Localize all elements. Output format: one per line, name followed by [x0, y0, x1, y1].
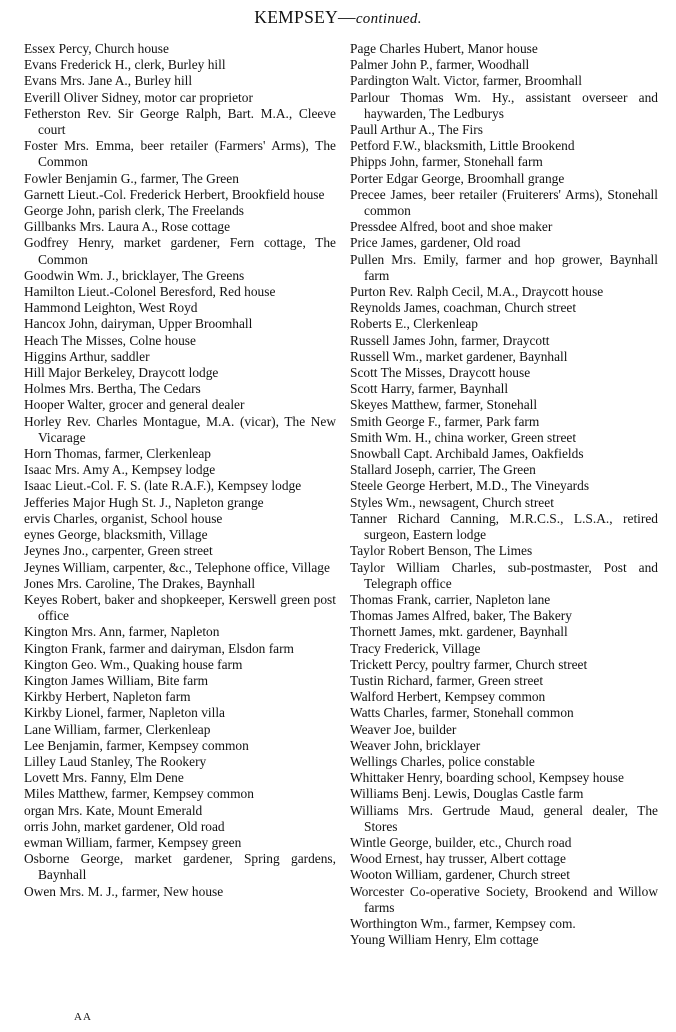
directory-entry: Jones Mrs. Caroline, The Drakes, Baynhall — [24, 575, 256, 591]
directory-entry: Jeynes William, carpenter, &c., Telephone office, Village — [24, 559, 330, 575]
directory-entry: ewman William, farmer, Kempsey green — [24, 834, 242, 850]
directory-entry: Scott The Misses, Draycott house — [350, 365, 531, 381]
directory-entry: Skeyes Matthew, farmer, Stonehall — [350, 397, 538, 413]
directory-entry: Kington Frank, farmer and dairyman, Elsdon farm — [24, 640, 294, 656]
directory-entry: Williams Mrs. Gertrude Maud, general dealer, The Stores — [350, 802, 658, 834]
directory-entry: Steele George Herbert, M.D., The Vineyards — [350, 478, 590, 494]
directory-entry: Kirkby Lionel, farmer, Napleton villa — [24, 705, 226, 721]
directory-entry: Scott Harry, farmer, Baynhall — [350, 381, 509, 397]
directory-entry: Weaver John, bricklayer — [350, 737, 481, 753]
directory-entry: Wellings Charles, police constable — [350, 753, 535, 769]
directory-entry: Whittaker Henry, boarding school, Kempsey house — [350, 770, 624, 786]
directory-entry: Palmer John P., farmer, Woodhall — [350, 57, 530, 73]
directory-entry: Heach The Misses, Colne house — [24, 332, 196, 348]
directory-entry: Styles Wm., newsagent, Church street — [350, 494, 554, 510]
directory-entry: Taylor Robert Benson, The Limes — [350, 543, 533, 559]
directory-entry: Walford Herbert, Kempsey common — [350, 689, 546, 705]
directory-entry: Hamilton Lieut.-Colonel Beresford, Red house — [24, 284, 276, 300]
directory-entry: Kirkby Herbert, Napleton farm — [24, 689, 191, 705]
directory-entry: Smith George F., farmer, Park farm — [350, 413, 540, 429]
directory-entry: Trickett Percy, poultry farmer, Church street — [350, 656, 588, 672]
directory-entry: Holmes Mrs. Bertha, The Cedars — [24, 381, 201, 397]
directory-entry: Hancox John, dairyman, Upper Broomhall — [24, 316, 253, 332]
directory-entry: Godfrey Henry, market gardener, Fern cottage, The Common — [24, 235, 336, 267]
right-column — [350, 41, 658, 948]
directory-entry: eynes George, blacksmith, Village — [24, 527, 208, 543]
directory-entry: Higgins Arthur, saddler — [24, 348, 150, 364]
directory-entry: Essex Percy, Church house — [24, 41, 169, 56]
directory-entry: Lane William, farmer, Clerkenleap — [24, 721, 211, 737]
directory-entry: Thomas Frank, carrier, Napleton lane — [350, 591, 551, 607]
directory-entry: Worcester Co-operative Society, Brookend and Willow farms — [350, 883, 658, 915]
directory-entry: Isaac Lieut.-Col. F. S. (late R.A.F.), Kempsey lodge — [24, 478, 302, 494]
directory-entry: Fetherston Rev. Sir George Ralph, Bart. M.A., Cleeve court — [24, 105, 336, 138]
directory-entry: Lee Benjamin, farmer, Kempsey common — [24, 737, 249, 753]
left-column — [24, 41, 336, 900]
title-continued: continued. — [355, 11, 422, 27]
directory-entry: Thomas James Alfred, baker, The Bakery — [350, 608, 572, 624]
directory-entry: Stallard Joseph, carrier, The Green — [350, 462, 536, 478]
directory-entry: Roberts E., Clerkenleap — [350, 316, 478, 332]
directory-entry: Watts Charles, farmer, Stonehall common — [350, 705, 574, 721]
directory-entry: Russell Wm., market gardener, Baynhall — [350, 348, 568, 364]
directory-entry: Petford F.W., blacksmith, Little Brookend — [350, 138, 575, 154]
directory-entry: Lilley Laud Stanley, The Rookery — [24, 753, 207, 769]
directory-entry: Smith Wm. H., china worker, Green street — [350, 429, 577, 445]
directory-entry: Garnett Lieut.-Col. Frederick Herbert, Brookfield house — [24, 186, 325, 202]
page-title — [0, 7, 676, 28]
title-place: KEMPSEY — [254, 7, 339, 27]
directory-entry: Phipps John, farmer, Stonehall farm — [350, 154, 543, 170]
directory-entry: Purton Rev. Ralph Cecil, M.A., Draycott house — [350, 284, 604, 300]
directory-entry: Russell James John, farmer, Draycott — [350, 332, 550, 348]
directory-entry: Miles Matthew, farmer, Kempsey common — [24, 786, 254, 802]
directory-entry: Page Charles Hubert, Manor house — [350, 41, 538, 56]
directory-entry: Gillbanks Mrs. Laura A., Rose cottage — [24, 219, 231, 235]
directory-entry: Pardington Walt. Victor, farmer, Broomhall — [350, 73, 582, 89]
directory-entry: Worthington Wm., farmer, Kempsey com. — [350, 915, 576, 931]
directory-entry: Parlour Thomas Wm. Hy., assistant overseer and haywarden, The Ledburys — [350, 89, 658, 121]
title-dash: — — [338, 7, 356, 27]
directory-entry: Wood Ernest, hay trusser, Albert cottage — [350, 851, 566, 867]
directory-entry: Porter Edgar George, Broomhall grange — [350, 170, 565, 186]
directory-entry: Keyes Robert, baker and shopkeeper, Kerswell green post office — [24, 591, 336, 624]
directory-entry: Wintle George, builder, etc., Church road — [350, 834, 572, 850]
directory-entry: Evans Frederick H., clerk, Burley hill — [24, 57, 226, 73]
directory-entry: Pressdee Alfred, boot and shoe maker — [350, 219, 553, 235]
directory-entry: Snowball Capt. Archibald James, Oakfields — [350, 446, 584, 462]
directory-entry: Hammond Leighton, West Royd — [24, 300, 198, 316]
directory-entry: Hill Major Berkeley, Draycott lodge — [24, 365, 219, 381]
directory-entry: orris John, market gardener, Old road — [24, 818, 225, 834]
directory-entry: Kington James William, Bite farm — [24, 672, 209, 688]
directory-entry: Isaac Mrs. Amy A., Kempsey lodge — [24, 462, 216, 478]
directory-entry: Wooton William, gardener, Church street — [350, 867, 570, 883]
directory-entry: Precee James, beer retailer (Fruiterers' Arms), Stonehall common — [350, 186, 658, 219]
directory-entry: Osborne George, market gardener, Spring gardens, Baynhall — [24, 851, 336, 883]
directory-entry: Taylor William Charles, sub-postmaster, Post and Telegraph office — [350, 559, 658, 591]
directory-entry: Foster Mrs. Emma, beer retailer (Farmers' Arms), The Common — [24, 138, 336, 170]
directory-entry: Price James, gardener, Old road — [350, 235, 521, 251]
printer-signature: AA — [74, 1011, 92, 1023]
directory-entry: Owen Mrs. M. J., farmer, New house — [24, 883, 224, 899]
directory-entry: Lovett Mrs. Fanny, Elm Dene — [24, 770, 184, 786]
directory-entry: Fowler Benjamin G., farmer, The Green — [24, 170, 239, 186]
directory-entry: Weaver Joe, builder — [350, 721, 457, 737]
directory-entry: Tustin Richard, farmer, Green street — [350, 672, 544, 688]
directory-entry: Kington Mrs. Ann, farmer, Napleton — [24, 624, 220, 640]
directory-entry: Young William Henry, Elm cottage — [350, 932, 539, 948]
directory-entry: organ Mrs. Kate, Mount Emerald — [24, 802, 203, 818]
directory-entry: Horley Rev. Charles Montague, M.A. (vicar), The New Vicarage — [24, 413, 336, 445]
directory-entry: Jefferies Major Hugh St. J., Napleton grange — [24, 494, 264, 510]
directory-entry: Horn Thomas, farmer, Clerkenleap — [24, 446, 211, 462]
directory-entry: Evans Mrs. Jane A., Burley hill — [24, 73, 193, 89]
directory-entry: ervis Charles, organist, School house — [24, 510, 223, 526]
directory-entry: Tracy Frederick, Village — [350, 640, 481, 656]
directory-entry: Williams Benj. Lewis, Douglas Castle farm — [350, 786, 584, 802]
directory-entry: Kington Geo. Wm., Quaking house farm — [24, 656, 243, 672]
directory-entry: Jeynes Jno., carpenter, Green street — [24, 543, 213, 559]
directory-entry: Thornett James, mkt. gardener, Baynhall — [350, 624, 568, 640]
directory-entry: Paull Arthur A., The Firs — [350, 122, 483, 138]
directory-entry: Reynolds James, coachman, Church street — [350, 300, 577, 316]
directory-entry: Goodwin Wm. J., bricklayer, The Greens — [24, 267, 245, 283]
directory-entry: Tanner Richard Canning, M.R.C.S., L.S.A., retired surgeon, Eastern lodge — [350, 510, 658, 543]
directory-entry: Hooper Walter, grocer and general dealer — [24, 397, 245, 413]
directory-entry: George John, parish clerk, The Freelands — [24, 203, 245, 219]
directory-entry: Everill Oliver Sidney, motor car proprietor — [24, 89, 253, 105]
directory-entry: Pullen Mrs. Emily, farmer and hop grower, Baynhall farm — [350, 251, 658, 283]
